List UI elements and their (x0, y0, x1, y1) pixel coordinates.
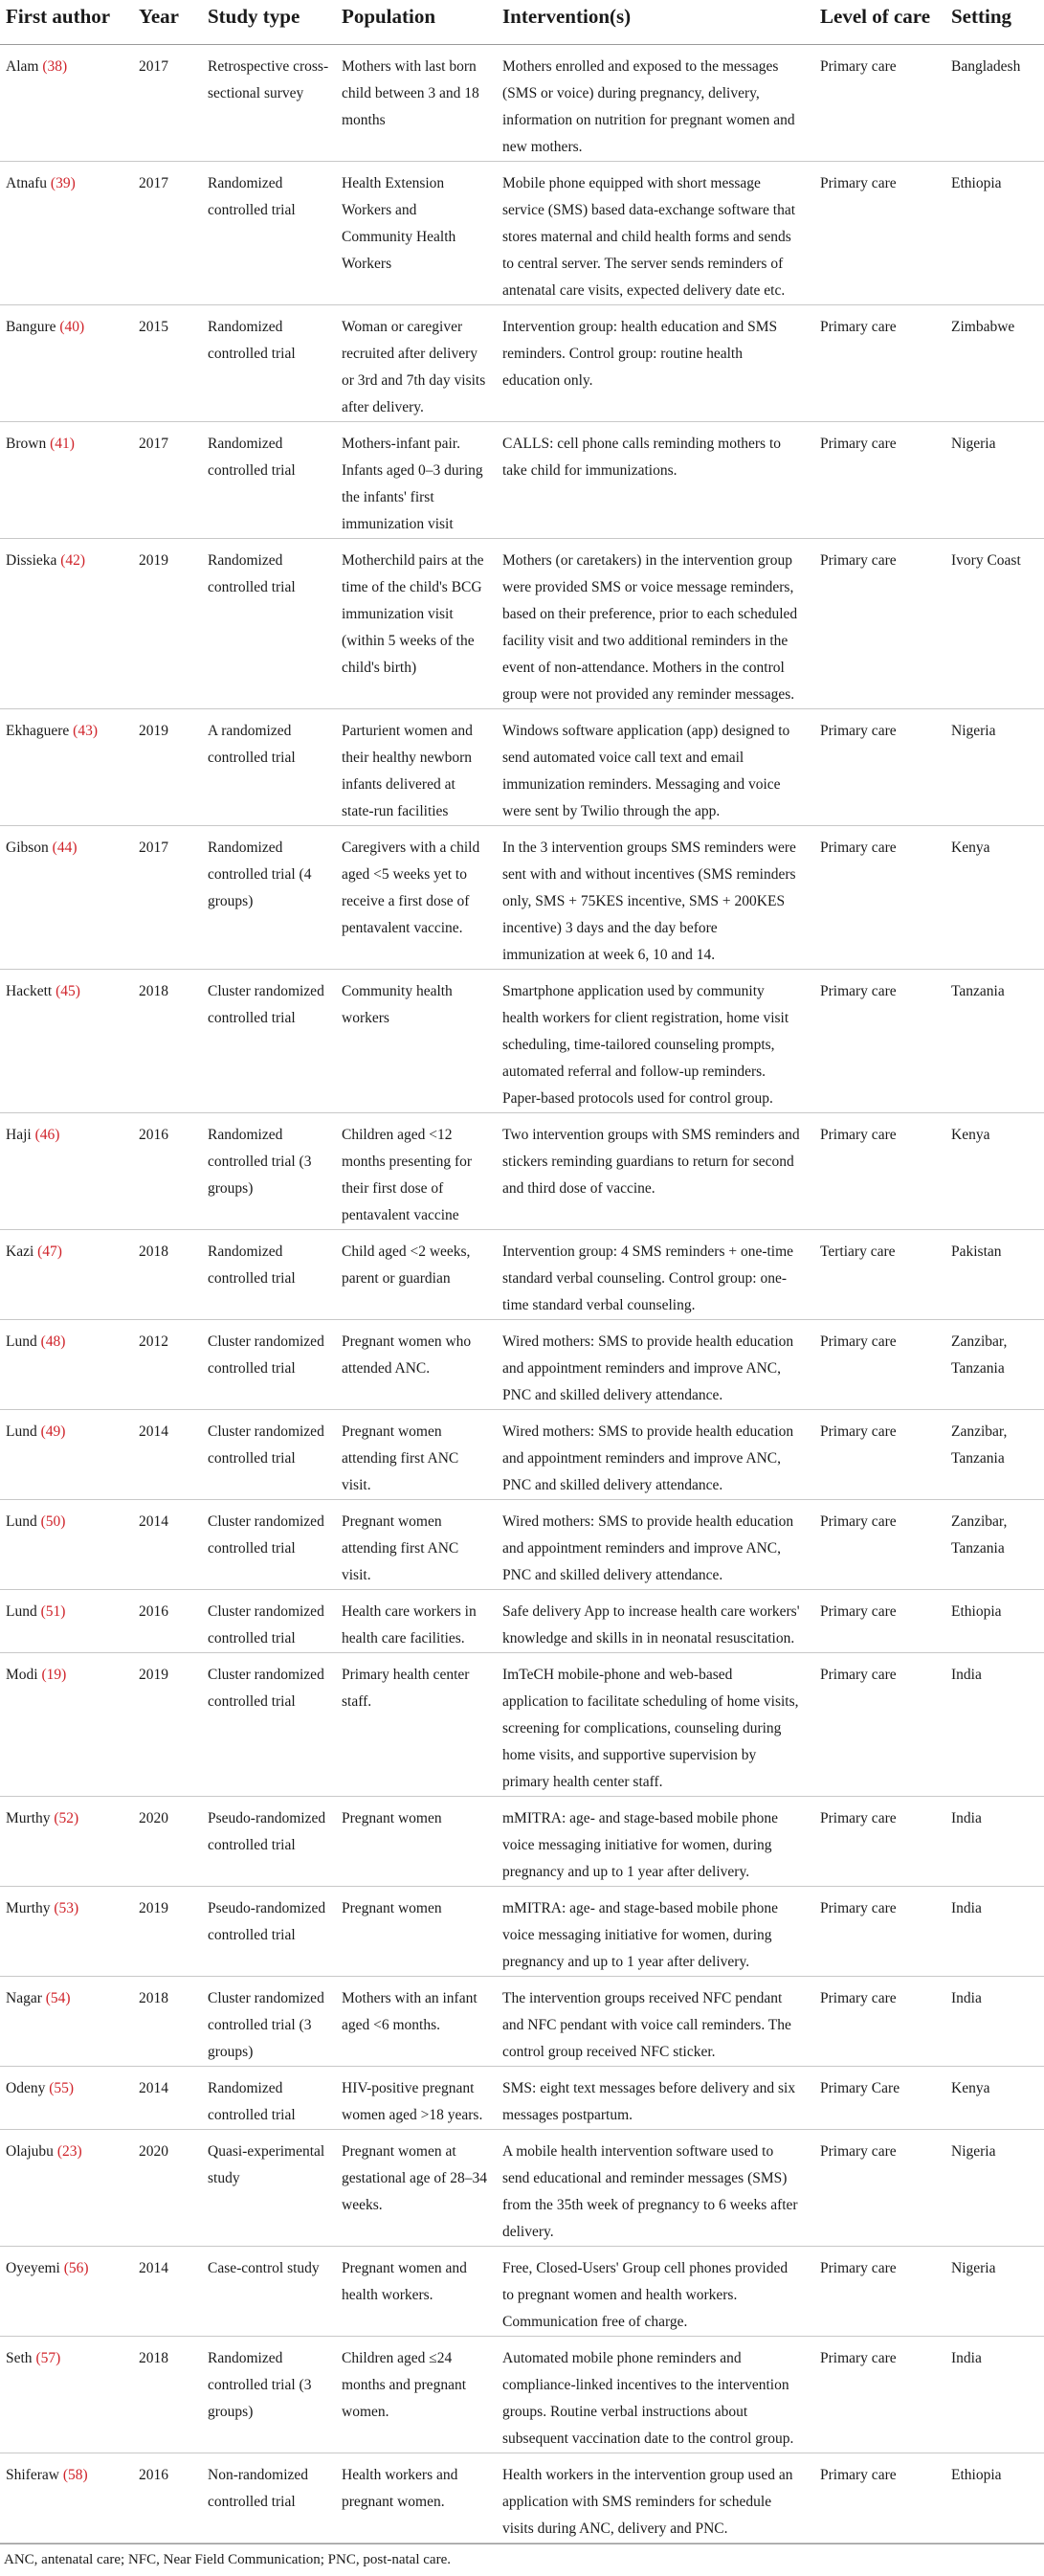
table-row (0, 1320, 1044, 1410)
level-of-care-cell: Primary care (814, 1590, 945, 1653)
author-cell (0, 709, 133, 826)
year-cell: 2014 (133, 1500, 202, 1590)
level-of-care-cell: Primary Care (814, 2067, 945, 2130)
study-type-cell: Quasi-experimental study (202, 2130, 336, 2247)
header-setting: Setting (945, 0, 1044, 45)
setting-cell: Zanzibar, Tanzania (945, 1320, 1044, 1410)
year-cell: 2018 (133, 1977, 202, 2067)
year-cell: 2017 (133, 162, 202, 305)
population-cell: Pregnant women who attended ANC. (336, 1320, 497, 1410)
population-cell: Pregnant women attending first ANC visit. (336, 1410, 497, 1500)
setting-cell: Bangladesh (945, 45, 1044, 162)
author-name: Hackett (6, 983, 53, 999)
author-name: Oyeyemi (6, 2260, 60, 2276)
year-cell: 2019 (133, 539, 202, 709)
study-type-cell: Randomized controlled trial (3 groups) (202, 2337, 336, 2453)
author-cell (0, 1230, 133, 1320)
year-cell: 2020 (133, 2130, 202, 2247)
study-type-cell: Pseudo-randomized controlled trial (202, 1887, 336, 1977)
intervention-cell: Safe delivery App to increase health care workers' knowledge and skills in in neonatal resuscitation. (497, 1590, 814, 1653)
year-cell: 2012 (133, 1320, 202, 1410)
reference-link[interactable]: (55) (49, 2080, 75, 2096)
setting-cell: Zanzibar, Tanzania (945, 1500, 1044, 1590)
table-row (0, 1797, 1044, 1887)
author-name: Brown (6, 436, 47, 452)
table-row (0, 422, 1044, 539)
intervention-cell: SMS: eight text messages before delivery and six messages postpartum. (497, 2067, 814, 2130)
year-cell: 2014 (133, 1410, 202, 1500)
reference-link[interactable]: (45) (56, 983, 80, 999)
study-type-cell: Cluster randomized controlled trial (202, 1410, 336, 1500)
table-row (0, 1500, 1044, 1590)
reference-link[interactable]: (48) (40, 1333, 66, 1350)
setting-cell: Nigeria (945, 2247, 1044, 2337)
intervention-cell: Mothers enrolled and exposed to the messages (SMS or voice) during pregnancy, delivery, information on nutrition for pregnant women and new mothers. (497, 45, 814, 162)
author-cell (0, 1113, 133, 1230)
study-type-cell: A randomized controlled trial (202, 709, 336, 826)
setting-cell: Kenya (945, 826, 1044, 970)
table-row (0, 709, 1044, 826)
intervention-cell: Windows software application (app) designed to send automated voice call text and email immunization reminders. Messaging and voice were sent by Twilio through the app. (497, 709, 814, 826)
study-type-cell: Case-control study (202, 2247, 336, 2337)
population-cell: Parturient women and their healthy newborn infants delivered at state-run facilities (336, 709, 497, 826)
level-of-care-cell: Primary care (814, 422, 945, 539)
intervention-cell: Intervention group: health education and SMS reminders. Control group: routine health education only. (497, 305, 814, 422)
header-year: Year (133, 0, 202, 45)
intervention-cell: A mobile health intervention software used to send educational and reminder messages (SMS) from the 35th week of pregnancy to 6 weeks after delivery. (497, 2130, 814, 2247)
reference-link[interactable]: (53) (54, 1900, 79, 1916)
author-cell (0, 2130, 133, 2247)
author-cell (0, 2453, 133, 2543)
study-type-cell: Randomized controlled trial (4 groups) (202, 826, 336, 970)
reference-link[interactable]: (51) (40, 1603, 66, 1620)
population-cell: Health workers and pregnant women. (336, 2453, 497, 2543)
study-type-cell: Cluster randomized controlled trial (3 groups) (202, 1977, 336, 2067)
setting-cell: Ethiopia (945, 1590, 1044, 1653)
setting-cell: Kenya (945, 2067, 1044, 2130)
author-cell (0, 45, 133, 162)
setting-cell: Nigeria (945, 709, 1044, 826)
setting-cell: Pakistan (945, 1230, 1044, 1320)
level-of-care-cell: Primary care (814, 709, 945, 826)
population-cell: Health Extension Workers and Community Health Workers (336, 162, 497, 305)
table-row (0, 1887, 1044, 1977)
population-cell: Community health workers (336, 970, 497, 1113)
intervention-cell: Intervention group: 4 SMS reminders + one-time standard verbal counseling. Control group: one-time standard verbal counseling. (497, 1230, 814, 1320)
reference-link[interactable]: (54) (45, 1990, 71, 2006)
reference-link[interactable]: (38) (42, 58, 68, 75)
author-name: Lund (6, 1603, 37, 1620)
author-name: Odeny (6, 2080, 46, 2096)
study-type-cell: Randomized controlled trial (202, 2067, 336, 2130)
author-name: Dissieka (6, 552, 57, 569)
level-of-care-cell: Primary care (814, 2130, 945, 2247)
intervention-cell: Two intervention groups with SMS reminders and stickers reminding guardians to return for second and third dose of vaccine. (497, 1113, 814, 1230)
study-type-cell: Randomized controlled trial (202, 1230, 336, 1320)
study-type-cell: Cluster randomized controlled trial (202, 1500, 336, 1590)
table-row (0, 826, 1044, 970)
author-cell (0, 1320, 133, 1410)
population-cell: Woman or caregiver recruited after delivery or 3rd and 7th day visits after delivery. (336, 305, 497, 422)
author-name: Atnafu (6, 175, 48, 191)
header-first-author: First author (0, 0, 133, 45)
table-body (0, 45, 1044, 2543)
reference-link[interactable]: (50) (40, 1513, 66, 1530)
author-cell (0, 1590, 133, 1653)
setting-cell: India (945, 1887, 1044, 1977)
author-cell (0, 1887, 133, 1977)
table-row (0, 2130, 1044, 2247)
author-cell (0, 305, 133, 422)
author-name: Bangure (6, 319, 56, 335)
author-cell (0, 970, 133, 1113)
year-cell: 2020 (133, 1797, 202, 1887)
intervention-cell: Wired mothers: SMS to provide health education and appointment reminders and improve ANC, PNC and skilled delivery attendance. (497, 1320, 814, 1410)
setting-cell: Ethiopia (945, 2453, 1044, 2543)
level-of-care-cell: Primary care (814, 1410, 945, 1500)
author-cell (0, 2337, 133, 2453)
year-cell: 2016 (133, 2453, 202, 2543)
study-type-cell: Retrospective cross-sectional survey (202, 45, 336, 162)
study-type-cell: Cluster randomized controlled trial (202, 1320, 336, 1410)
author-name: Kazi (6, 1243, 34, 1260)
reference-link[interactable]: (43) (73, 723, 98, 739)
table-row (0, 970, 1044, 1113)
reference-link[interactable]: (39) (50, 175, 76, 191)
author-cell (0, 162, 133, 305)
level-of-care-cell: Primary care (814, 1887, 945, 1977)
year-cell: 2016 (133, 1113, 202, 1230)
year-cell: 2017 (133, 422, 202, 539)
study-type-cell: Pseudo-randomized controlled trial (202, 1797, 336, 1887)
level-of-care-cell: Primary care (814, 1653, 945, 1797)
author-cell (0, 2067, 133, 2130)
reference-link[interactable]: (41) (50, 436, 75, 452)
author-name: Nagar (6, 1990, 42, 2006)
header-row (0, 0, 1044, 45)
intervention-cell: Free, Closed-Users' Group cell phones provided to pregnant women and health workers. Communication free of charge. (497, 2247, 814, 2337)
table-row (0, 2453, 1044, 2543)
year-cell: 2016 (133, 1590, 202, 1653)
study-type-cell: Randomized controlled trial (202, 539, 336, 709)
year-cell: 2019 (133, 1653, 202, 1797)
intervention-cell: mMITRA: age- and stage-based mobile phone voice messaging initiative for women, during pregnancy and up to 1 year after delivery. (497, 1797, 814, 1887)
author-name: Ekhaguere (6, 723, 70, 739)
year-cell: 2019 (133, 709, 202, 826)
author-cell (0, 1500, 133, 1590)
reference-link[interactable]: (42) (60, 552, 86, 569)
table-row (0, 162, 1044, 305)
intervention-cell: In the 3 intervention groups SMS reminders were sent with and without incentives (SMS reminders only, SMS + 75KES incentive, SMS + 200KES incentive) 3 days and the day before immunization at week 6, 10 and 14. (497, 826, 814, 970)
population-cell: Pregnant women (336, 1797, 497, 1887)
reference-link[interactable]: (19) (41, 1667, 67, 1683)
population-cell: Children aged <12 months presenting for their first dose of pentavalent vaccine (336, 1113, 497, 1230)
author-cell (0, 422, 133, 539)
table-row (0, 1977, 1044, 2067)
study-type-cell: Non-randomized controlled trial (202, 2453, 336, 2543)
table-row (0, 2337, 1044, 2453)
study-type-cell: Randomized controlled trial (202, 162, 336, 305)
author-name: Murthy (6, 1900, 51, 1916)
reference-link[interactable]: (49) (40, 1423, 66, 1440)
header-study-type: Study type (202, 0, 336, 45)
author-name: Lund (6, 1513, 37, 1530)
author-name: Seth (6, 2350, 33, 2366)
level-of-care-cell: Primary care (814, 1797, 945, 1887)
level-of-care-cell: Primary care (814, 1977, 945, 2067)
reference-link[interactable]: (57) (35, 2350, 61, 2366)
author-name: Olajubu (6, 2143, 54, 2160)
level-of-care-cell: Primary care (814, 45, 945, 162)
table-row (0, 45, 1044, 162)
header-level-of-care: Level of care (814, 0, 945, 45)
header-population: Population (336, 0, 497, 45)
author-cell (0, 1797, 133, 1887)
intervention-cell: Health workers in the intervention group used an application with SMS reminders for schedule visits during ANC, delivery and PNC. (497, 2453, 814, 2543)
setting-cell: Ethiopia (945, 162, 1044, 305)
study-type-cell: Cluster randomized controlled trial (202, 970, 336, 1113)
intervention-cell: The intervention groups received NFC pendant and NFC pendant with voice call reminders. The control group received NFC sticker. (497, 1977, 814, 2067)
level-of-care-cell: Primary care (814, 539, 945, 709)
intervention-cell: CALLS: cell phone calls reminding mothers to take child for immunizations. (497, 422, 814, 539)
table-footnote: ANC, antenatal care; NFC, Near Field Communication; PNC, post-natal care. (0, 2543, 1044, 2576)
intervention-cell: Mobile phone equipped with short message service (SMS) based data-exchange software that stores maternal and child health forms and sends to central server. The server sends reminders of antenatal care visits, expected delivery date etc. (497, 162, 814, 305)
year-cell: 2014 (133, 2247, 202, 2337)
intervention-cell: Wired mothers: SMS to provide health education and appointment reminders and improve ANC, PNC and skilled delivery attendance. (497, 1500, 814, 1590)
year-cell: 2017 (133, 826, 202, 970)
level-of-care-cell: Primary care (814, 1113, 945, 1230)
header-interventions: Intervention(s) (497, 0, 814, 45)
year-cell: 2015 (133, 305, 202, 422)
setting-cell: Zanzibar, Tanzania (945, 1410, 1044, 1500)
author-name: Gibson (6, 840, 49, 856)
setting-cell: Nigeria (945, 2130, 1044, 2247)
reference-link[interactable]: (58) (62, 2467, 88, 2483)
intervention-cell: Automated mobile phone reminders and compliance-linked incentives to the intervention groups. Routine verbal instructions about subsequent vaccination date to the control group. (497, 2337, 814, 2453)
setting-cell: India (945, 2337, 1044, 2453)
level-of-care-cell: Primary care (814, 2453, 945, 2543)
population-cell: Mothers-infant pair. Infants aged 0–3 during the infants' first immunization visit (336, 422, 497, 539)
level-of-care-cell: Primary care (814, 162, 945, 305)
level-of-care-cell: Primary care (814, 2337, 945, 2453)
author-name: Haji (6, 1127, 32, 1143)
setting-cell: India (945, 1653, 1044, 1797)
year-cell: 2018 (133, 1230, 202, 1320)
reference-link[interactable]: (23) (56, 2143, 82, 2160)
intervention-cell: Mothers (or caretakers) in the intervention group were provided SMS or voice message reminders, based on their preference, prior to each scheduled facility visit and two additional reminders in the event of non-attendance. Mothers in the control group were not provided any reminder messages. (497, 539, 814, 709)
reference-link[interactable]: (44) (52, 840, 78, 856)
intervention-cell: mMITRA: age- and stage-based mobile phone voice messaging initiative for women, during pregnancy and up to 1 year after delivery. (497, 1887, 814, 1977)
setting-cell: Tanzania (945, 970, 1044, 1113)
reference-link[interactable]: (40) (59, 319, 85, 335)
setting-cell: Kenya (945, 1113, 1044, 1230)
intervention-cell: Wired mothers: SMS to provide health education and appointment reminders and improve ANC, PNC and skilled delivery attendance. (497, 1410, 814, 1500)
population-cell: Health care workers in health care facilities. (336, 1590, 497, 1653)
reference-link[interactable]: (47) (37, 1243, 62, 1260)
study-type-cell: Cluster randomized controlled trial (202, 1653, 336, 1797)
setting-cell: India (945, 1797, 1044, 1887)
author-name: Lund (6, 1333, 37, 1350)
population-cell: Children aged ≤24 months and pregnant women. (336, 2337, 497, 2453)
reference-link[interactable]: (52) (54, 1810, 79, 1826)
setting-cell: Zimbabwe (945, 305, 1044, 422)
table-row (0, 1653, 1044, 1797)
setting-cell: Nigeria (945, 422, 1044, 539)
year-cell: 2018 (133, 2337, 202, 2453)
setting-cell: India (945, 1977, 1044, 2067)
author-cell (0, 1410, 133, 1500)
year-cell: 2017 (133, 45, 202, 162)
population-cell: Primary health center staff. (336, 1653, 497, 1797)
reference-link[interactable]: (56) (63, 2260, 89, 2276)
author-cell (0, 1977, 133, 2067)
population-cell: HIV-positive pregnant women aged >18 years. (336, 2067, 497, 2130)
study-type-cell: Cluster randomized controlled trial (202, 1590, 336, 1653)
year-cell: 2014 (133, 2067, 202, 2130)
population-cell: Mothers with last born child between 3 and 18 months (336, 45, 497, 162)
level-of-care-cell: Primary care (814, 826, 945, 970)
intervention-cell: Smartphone application used by community health workers for client registration, home visit scheduling, time-tailored counseling prompts, automated referral and follow-up reminders. Paper-based protocols used for control group. (497, 970, 814, 1113)
table-row (0, 2247, 1044, 2337)
intervention-cell: ImTeCH mobile-phone and web-based application to facilitate scheduling of home visits, screening for complications, counseling during home visits, and supportive supervision by primary health center staff. (497, 1653, 814, 1797)
population-cell: Pregnant women attending first ANC visit. (336, 1500, 497, 1590)
author-cell (0, 1653, 133, 1797)
population-cell: Child aged <2 weeks, parent or guardian (336, 1230, 497, 1320)
table-row (0, 1113, 1044, 1230)
study-type-cell: Randomized controlled trial (202, 422, 336, 539)
level-of-care-cell: Tertiary care (814, 1230, 945, 1320)
level-of-care-cell: Primary care (814, 1320, 945, 1410)
level-of-care-cell: Primary care (814, 970, 945, 1113)
table-row (0, 1410, 1044, 1500)
level-of-care-cell: Primary care (814, 2247, 945, 2337)
year-cell: 2019 (133, 1887, 202, 1977)
author-cell (0, 826, 133, 970)
year-cell: 2018 (133, 970, 202, 1113)
author-name: Lund (6, 1423, 37, 1440)
population-cell: Pregnant women at gestational age of 28–34 weeks. (336, 2130, 497, 2247)
level-of-care-cell: Primary care (814, 1500, 945, 1590)
population-cell: Motherchild pairs at the time of the child's BCG immunization visit (within 5 weeks of the child's birth) (336, 539, 497, 709)
table-row (0, 1590, 1044, 1653)
table-row (0, 539, 1044, 709)
population-cell: Mothers with an infant aged <6 months. (336, 1977, 497, 2067)
author-name: Alam (6, 58, 39, 75)
author-name: Murthy (6, 1810, 51, 1826)
author-name: Shiferaw (6, 2467, 59, 2483)
author-cell (0, 2247, 133, 2337)
population-cell: Pregnant women and health workers. (336, 2247, 497, 2337)
setting-cell: Ivory Coast (945, 539, 1044, 709)
level-of-care-cell: Primary care (814, 305, 945, 422)
study-type-cell: Randomized controlled trial (3 groups) (202, 1113, 336, 1230)
table-row (0, 2067, 1044, 2130)
population-cell: Caregivers with a child aged <5 weeks yet to receive a first dose of pentavalent vaccine. (336, 826, 497, 970)
author-name: Modi (6, 1667, 38, 1683)
study-type-cell: Randomized controlled trial (202, 305, 336, 422)
reference-link[interactable]: (46) (34, 1127, 60, 1143)
table-row (0, 1230, 1044, 1320)
population-cell: Pregnant women (336, 1887, 497, 1977)
author-cell (0, 539, 133, 709)
table-row (0, 305, 1044, 422)
